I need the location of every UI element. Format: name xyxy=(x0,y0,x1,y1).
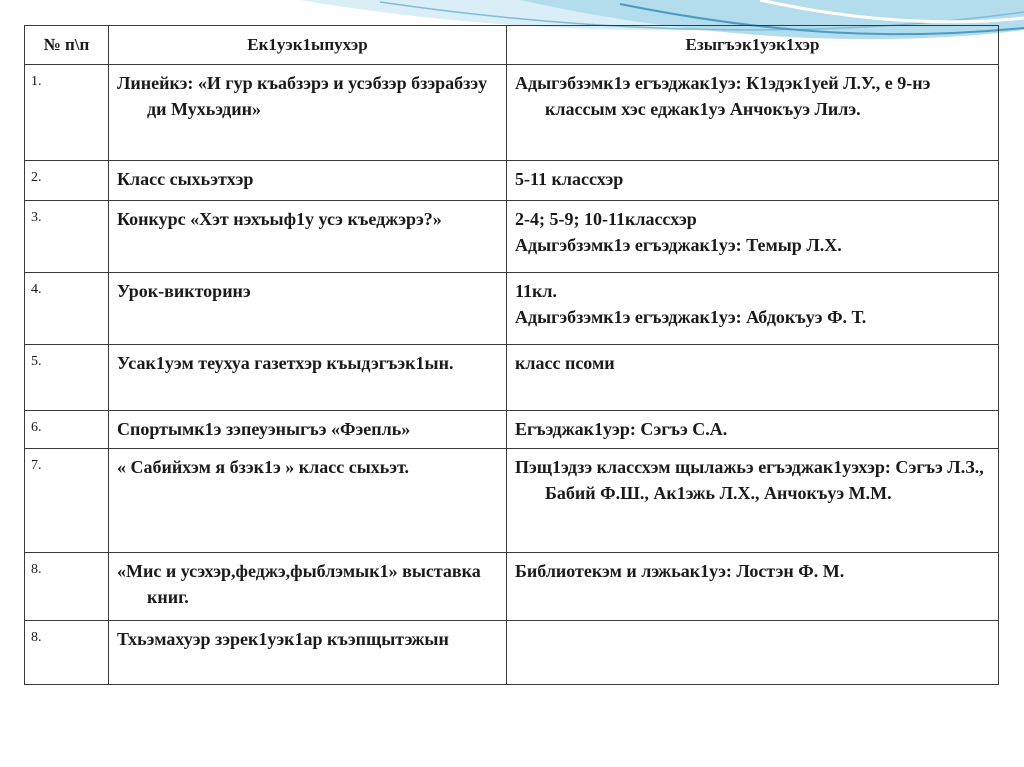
event-text: Класс сыхьэтхэр xyxy=(117,169,254,189)
event-cell xyxy=(109,201,507,273)
responsible-cell xyxy=(507,621,999,685)
event-text: Урок-викторинэ xyxy=(117,281,251,301)
event-cell xyxy=(109,273,507,345)
header-event: Ек1уэк1ыпухэр xyxy=(109,26,507,65)
responsible-line: Адыгэбзэмк1э егъэджак1уэ: К1эдэк1уей Л.У., е 9-нэ классым хэс еджак1уэ Анчокъуэ Лилэ. xyxy=(515,73,931,119)
table-row xyxy=(25,201,999,273)
row-number: 6. xyxy=(25,411,109,449)
event-text: Конкурс «Хэт нэхъыф1у усэ къеджэрэ?» xyxy=(117,209,442,229)
row-number: 2. xyxy=(25,161,109,201)
responsible-cell xyxy=(507,449,999,553)
event-cell xyxy=(109,553,507,621)
event-text: Спортымк1э зэпеуэныгъэ «Фэепль» xyxy=(117,419,411,439)
responsible-line: Библиотекэм и лэжьак1уэ: Лостэн Ф. М. xyxy=(515,561,845,581)
row-number: 7. xyxy=(25,449,109,553)
event-text: Линейкэ: «И гур къабзэрэ и усэбзэр бзэрабзэу ди Мухьэдин» xyxy=(117,73,488,119)
event-cell xyxy=(109,621,507,685)
responsible-cell xyxy=(507,411,999,449)
table-row xyxy=(25,161,999,201)
row-number: 8. xyxy=(25,621,109,685)
responsible-line: 11кл. xyxy=(515,281,557,301)
responsible-line: класс псоми xyxy=(515,353,615,373)
responsible-cell xyxy=(507,553,999,621)
responsible-line: Пэщ1эдзэ классхэм щылажьэ егъэджак1уэхэр: Сэгъэ Л.З., Бабий Ф.Ш., Ак1эжь Л.Х., Анчокъуэ М.М. xyxy=(515,457,984,503)
responsible-line: Адыгэбзэмк1э егъэджак1уэ: Темыр Л.Х. xyxy=(515,235,842,255)
event-text: Усак1уэм теухуа газетхэр къыдэгъэк1ын. xyxy=(117,353,454,373)
row-number: 8. xyxy=(25,553,109,621)
table-row xyxy=(25,553,999,621)
table-row xyxy=(25,449,999,553)
event-text: «Мис и усэхэр,феджэ,фыблэмык1» выставка книг. xyxy=(117,561,481,607)
responsible-cell xyxy=(507,201,999,273)
responsible-line: 5-11 классхэр xyxy=(515,169,624,189)
event-cell xyxy=(109,161,507,201)
table-header-row xyxy=(25,26,999,65)
responsible-cell xyxy=(507,161,999,201)
table-row xyxy=(25,621,999,685)
responsible-line: Адыгэбзэмк1э егъэджак1уэ: Абдокъуэ Ф. Т. xyxy=(515,307,867,327)
event-cell xyxy=(109,411,507,449)
row-number: 5. xyxy=(25,345,109,411)
responsible-cell xyxy=(507,65,999,161)
event-cell xyxy=(109,65,507,161)
responsible-cell xyxy=(507,345,999,411)
table-row xyxy=(25,345,999,411)
table-row xyxy=(25,65,999,161)
responsible-line: Егъэджак1уэр: Сэгъэ С.А. xyxy=(515,419,728,439)
table-row xyxy=(25,411,999,449)
event-cell xyxy=(109,449,507,553)
row-number: 3. xyxy=(25,201,109,273)
event-text: Тхьэмахуэр зэрек1уэк1ар къэпщытэжын xyxy=(117,629,449,649)
header-responsible: Езыгъэк1уэк1хэр xyxy=(507,26,999,65)
responsible-cell xyxy=(507,273,999,345)
event-cell xyxy=(109,345,507,411)
row-number: 1. xyxy=(25,65,109,161)
header-num: № п\п xyxy=(25,26,109,65)
row-number: 4. xyxy=(25,273,109,345)
responsible-line: 2-4; 5-9; 10-11классхэр xyxy=(515,209,697,229)
events-table xyxy=(24,25,999,685)
table-row xyxy=(25,273,999,345)
event-text: « Сабийхэм я бзэк1э » класс сыхьэт. xyxy=(117,457,410,477)
